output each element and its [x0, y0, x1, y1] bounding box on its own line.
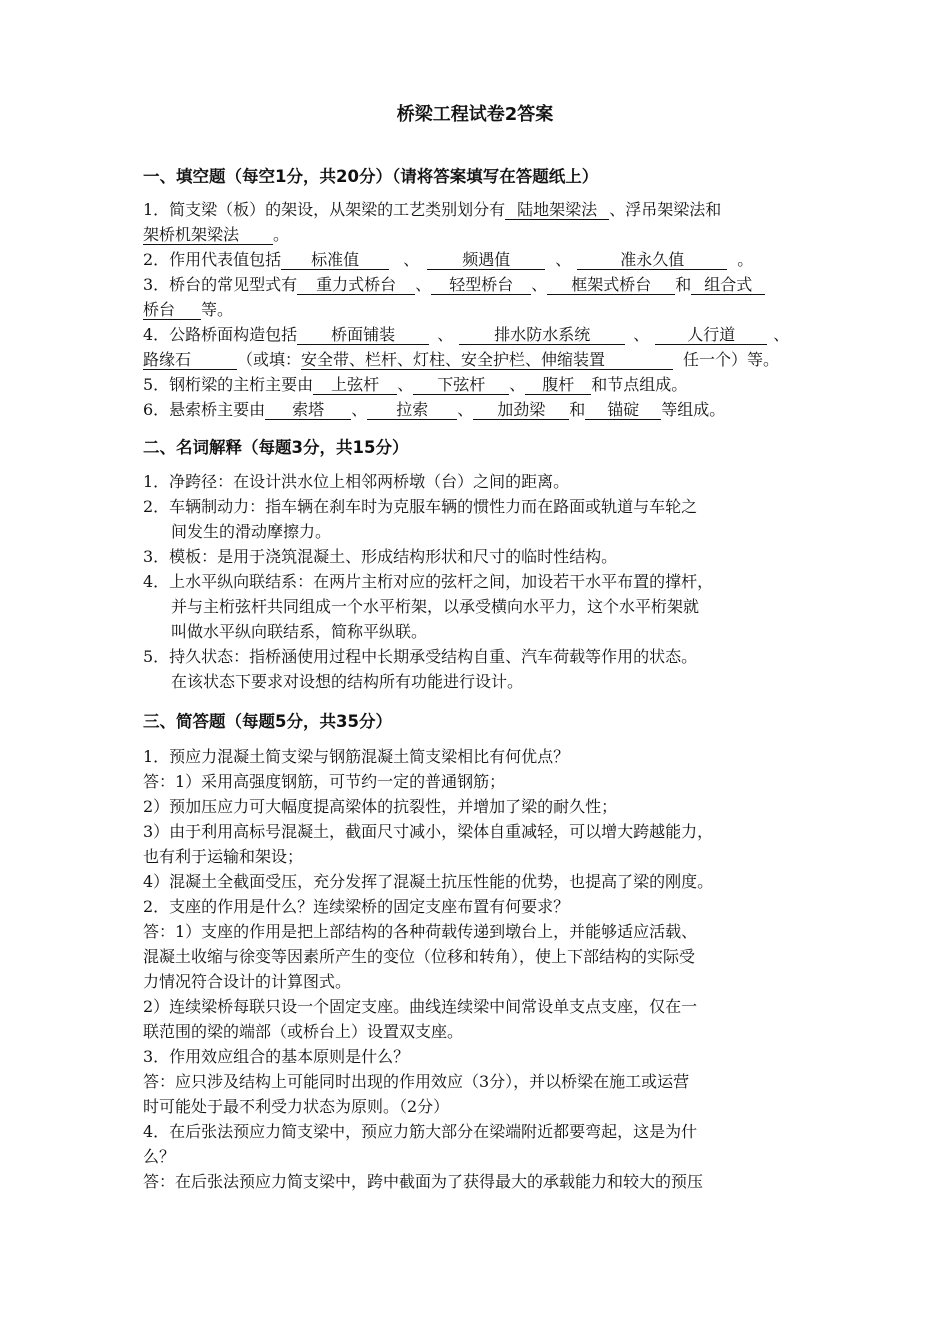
q6-text: 6．悬索桥主要由: [143, 400, 266, 419]
q3-sep-1: 、: [415, 275, 432, 294]
q3-blank-4b: 桥台: [143, 300, 201, 320]
answer-line: 2）预加压应力可大幅度提高梁体的抗裂性，并增加了梁的耐久性；: [143, 797, 618, 816]
definition-line: 5．持久状态：指桥涵使用过程中长期承受结构自重、汽车荷载等作用的状态。: [143, 647, 698, 666]
q3-blank-2: 轻型桥台: [431, 275, 531, 295]
section-2-heading: 二、名词解释（每题3分，共15分）: [143, 438, 409, 457]
q1-blank-2: 架桥机架梁法: [143, 225, 273, 245]
q2-line: [143, 249, 753, 271]
q1-text-2: 、浮吊架梁法和: [609, 200, 722, 219]
q2-blank-3: 准永久值: [577, 250, 727, 270]
answer-line: 4．在后张法预应力简支梁中，预应力筋大部分在梁端附近都要弯起，这是为什: [143, 1122, 698, 1141]
q4-line-1: [143, 324, 789, 346]
q2-sep-2: 、: [555, 250, 572, 269]
q3-sep-2: 、: [531, 275, 548, 294]
answer-line: 2．支座的作用是什么？连续梁桥的固定支座布置有何要求？: [143, 897, 570, 916]
q4-sep-3: 、: [773, 325, 790, 344]
q2-text: 2．作用代表值包括: [143, 250, 282, 269]
q1-text: 1．简支梁（板）的架设，从架梁的工艺类别划分有: [143, 200, 506, 219]
q4-blank-5: 安全带、栏杆、灯柱、安全护栏、伸缩装置: [301, 350, 673, 370]
answer-line: 混凝土收缩与徐变等因素所产生的变位（位移和转角），使上下部结构的实际受: [143, 947, 696, 966]
q6-sep-3: 和: [569, 400, 586, 419]
q5-text: 5．钢桁梁的主桁主要由: [143, 375, 314, 394]
section-3-heading: 三、简答题（每题5分，共35分）: [143, 712, 392, 731]
q5-line: [143, 374, 687, 396]
q6-end: 等组成。: [661, 400, 726, 419]
answer-line: 3．作用效应组合的基本原则是什么？: [143, 1047, 410, 1066]
q3-line-2: [143, 299, 233, 321]
q5-end: 和节点组成。: [591, 375, 688, 394]
q3-text: 3．桥台的常见型式有: [143, 275, 298, 294]
definition-line: 间发生的滑动摩擦力。: [171, 522, 332, 541]
answer-line: 2）连续梁桥每联只设一个固定支座。曲线连续梁中间常设单支点支座，仅在一: [143, 997, 698, 1016]
answer-line: 时可能处于最不利受力状态为原则。（2分）: [143, 1097, 450, 1116]
answer-line: 答：应只涉及结构上可能同时出现的作用效应（3分），并以桥梁在施工或运营: [143, 1072, 690, 1091]
definition-line: 在该状态下要求对设想的结构所有功能进行设计。: [171, 672, 524, 691]
definition-line: 2．车辆制动力：指车辆在刹车时为克服车辆的惯性力而在路面或轨道与车轮之: [143, 497, 698, 516]
q1-line-2: [143, 224, 289, 246]
q5-blank-1: 上弦杆: [313, 375, 397, 395]
q3-line-1: [143, 274, 765, 296]
answer-line: 力情况符合设计的计算图式。: [143, 972, 352, 991]
q5-sep-2: 、: [509, 375, 526, 394]
q3-sep-3: 和: [675, 275, 692, 294]
section-1-heading: 一、填空题（每空1分，共20分）（请将答案填写在答题纸上）: [143, 167, 599, 186]
q2-sep-1: 、: [403, 250, 420, 269]
q4-text-2: （或填：: [237, 350, 302, 369]
page-title: 桥梁工程试卷2答案: [396, 104, 554, 125]
answer-line: 答：1）支座的作用是把上部结构的各种荷载传递到墩台上，并能够适应活载、: [143, 922, 698, 941]
answer-line: 1．预应力混凝土简支梁与钢筋混凝土简支梁相比有何优点？: [143, 747, 570, 766]
q6-blank-4: 锚碇: [585, 400, 661, 420]
q4-blank-1: 桥面铺装: [297, 325, 429, 345]
q4-end: 任一个）等。: [683, 350, 780, 369]
q6-sep-1: 、: [351, 400, 368, 419]
answer-line: 答：在后张法预应力简支梁中，跨中截面为了获得最大的承载能力和较大的预压: [143, 1172, 704, 1191]
definition-line: 叫做水平纵向联结系，简称平纵联。: [171, 622, 428, 641]
q6-sep-2: 、: [457, 400, 474, 419]
q4-blank-3: 人行道: [655, 325, 767, 345]
q6-line: [143, 399, 725, 421]
answer-line: 也有利于运输和架设；: [143, 847, 304, 866]
answer-line: 联范围的梁的端部（或桥台上）设置双支座。: [143, 1022, 464, 1041]
answer-line: 4）混凝土全截面受压，充分发挥了混凝土抗压性能的优势，也提高了梁的刚度。: [143, 872, 714, 891]
q2-blank-2: 频遇值: [427, 250, 545, 270]
q3-blank-4: 组合式: [691, 275, 765, 295]
q6-blank-1: 索塔: [265, 400, 351, 420]
q1-line-1: [143, 199, 721, 221]
q3-blank-1: 重力式桥台: [297, 275, 415, 295]
q2-end: 。: [737, 250, 754, 269]
q6-blank-3: 加劲梁: [473, 400, 569, 420]
definition-line: 4．上水平纵向联结系：在两片主桁对应的弦杆之间，加设若干水平布置的撑杆，: [143, 572, 714, 591]
answer-line: 答：1）采用高强度钢筋，可节约一定的普通钢筋；: [143, 772, 506, 791]
q6-blank-2: 拉索: [367, 400, 457, 420]
q4-blank-2: 排水防水系统: [459, 325, 625, 345]
q1-end: 。: [273, 225, 290, 244]
q4-line-2: [143, 349, 779, 371]
answer-line: 么？: [143, 1147, 176, 1166]
q4-blank-4: 路缘石: [143, 350, 237, 370]
definition-line: 并与主桁弦杆共同组成一个水平桁架，以承受横向水平力，这个水平桁架就: [171, 597, 700, 616]
definition-line: 1．净跨径：在设计洪水位上相邻两桥墩（台）之间的距离。: [143, 472, 570, 491]
definition-line: 3．模板：是用于浇筑混凝土、形成结构形状和尺寸的临时性结构。: [143, 547, 618, 566]
q3-end: 等。: [201, 300, 234, 319]
q5-blank-3: 腹杆: [525, 375, 591, 395]
q4-sep-2: 、: [633, 325, 650, 344]
q1-blank-1: 陆地架梁法: [505, 200, 609, 220]
answer-line: 3）由于利用高标号混凝土，截面尺寸减小，梁体自重减轻，可以增大跨越能力，: [143, 822, 714, 841]
q3-blank-3: 框架式桥台: [547, 275, 675, 295]
q2-blank-1: 标准值: [281, 250, 389, 270]
q4-text: 4．公路桥面构造包括: [143, 325, 298, 344]
q5-sep-1: 、: [397, 375, 414, 394]
q5-blank-2: 下弦杆: [413, 375, 509, 395]
q4-sep-1: 、: [437, 325, 454, 344]
